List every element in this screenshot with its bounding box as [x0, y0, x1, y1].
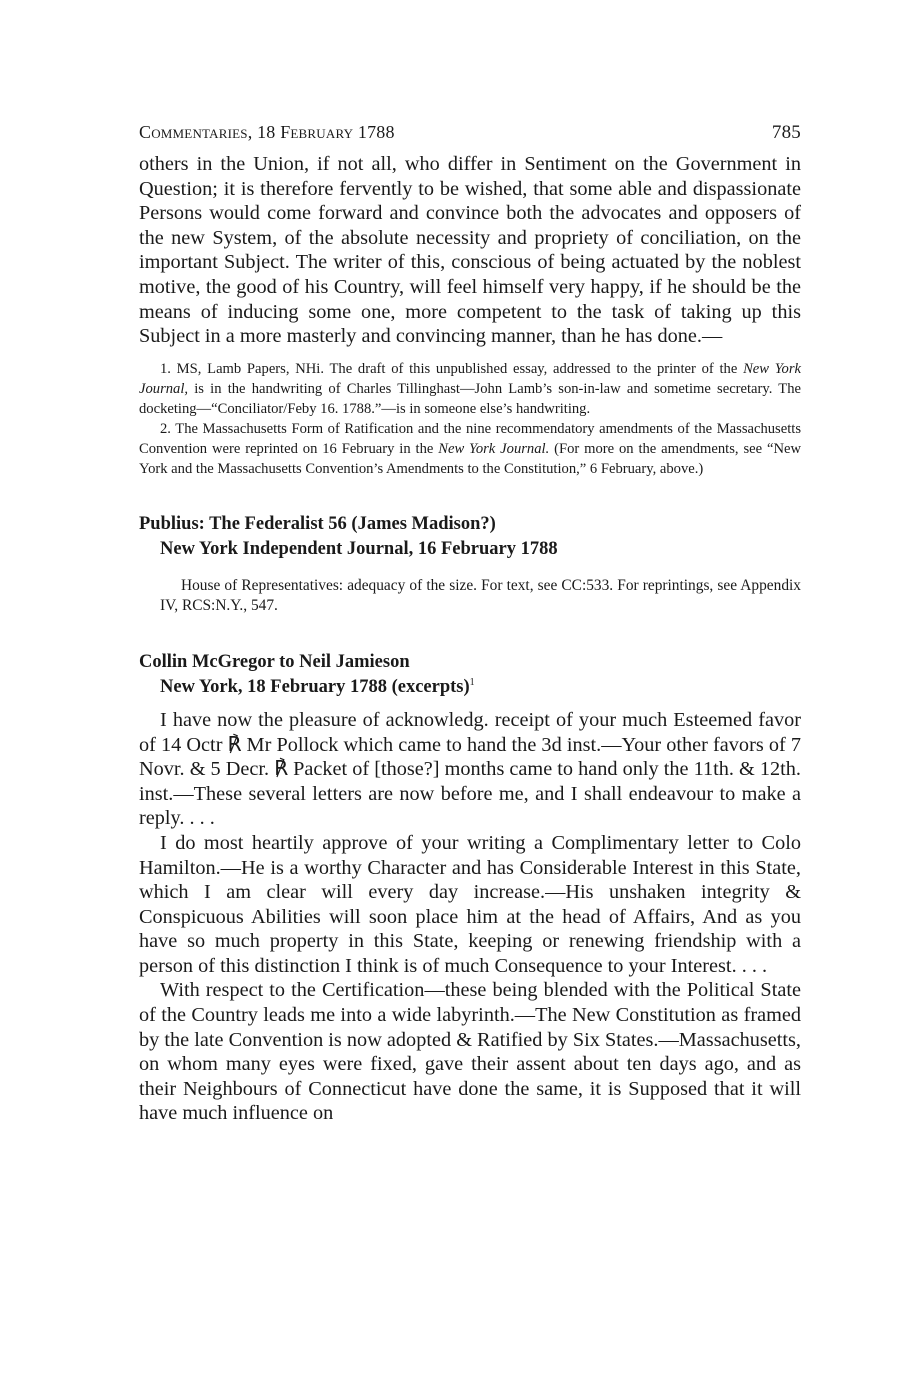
page-number: 785: [771, 122, 801, 143]
continued-text: [139, 152, 801, 349]
heading-line-1: Collin McGregor to Neil Jamieson: [139, 651, 410, 672]
heading-line-1: Publius: The Federalist 56 (James Madison?): [139, 513, 496, 534]
letter-paragraph: I do most heartily approve of your writing a Complimentary letter to Colo Hamilton.—He is a worthy Character and has Considerable Interest in this State, which I am clear will every day increase.—His unshaken integrity & Conspicuous Abilities will soon place him at the head of Affairs, And as you have so much property in this State, keeping or renewing friendship with a person of this distinction I think is of much Consequence to your Interest. . . .: [139, 831, 801, 977]
note-reference: 1: [469, 676, 475, 688]
footnote-2: 2. The Massachusetts Form of Ratification and the nine recommendatory amendments of the Massachusetts Convention were reprinted on 16 February in the New York Journal. (For more on the amendments, see “New York and the Massachusetts Convention’s Amendments to the Constitution,” 6 February, above.): [139, 420, 801, 477]
running-head: [139, 122, 801, 152]
footnote-2-italic: New York Journal.: [438, 440, 550, 457]
footnote-1: 1. MS, Lamb Papers, NHi. The draft of this unpublished essay, addressed to the printer of the New York Journal, is in the handwriting of Charles Tillinghast—John Lamb’s son-in-law and sometime secretary. The docketing—“Conciliator/Feby 16. 1788.”—is in someone else’s handwriting.: [139, 360, 801, 417]
section-heading-letter: [139, 650, 801, 700]
running-head-title: Commentaries, 18 February 1788: [139, 122, 395, 142]
headnote-text: House of Representatives: adequacy of the size. For text, see CC:533. For reprintings, see Appendix IV, RCS:N.Y., 547.: [160, 576, 801, 615]
footnotes: [139, 359, 801, 479]
section-heading-federalist: [139, 512, 801, 562]
continuation-paragraph: others in the Union, if not all, who differ in Sentiment on the Government in Question; it is therefore fervently to be wished, that some able and dispassionate Persons would come forward and convince both the advocates and opposers of the new System, of the absolute necessity and propriety of conciliation, on the important Subject. The writer of this, conscious of being actuated by the noblest motive, the good of his Country, will feel himself very happy, if he should be the means of inducing some one, more competent to the task of taking up this Subject in a more masterly and convincing manner, than he has done.—: [139, 153, 801, 348]
letter-body: [139, 708, 801, 1126]
letter-paragraph: I have now the pleasure of acknowledg. receipt of your much Esteemed favor of 14 Octr ℟ Mr Pollock which came to hand the 3d inst.—Your other favors of 7 Novr. & 5 Decr. ℟ Packet of [those?] months came to hand only the 11th. & 12th. inst.—These several letters are now before me, and I shall endeavour to make a reply. . . .: [139, 708, 801, 830]
heading-line-2: New York Independent Journal, 16 February 1788: [160, 538, 558, 559]
letter-paragraph: With respect to the Certification—these being blended with the Political State of the Country leads me into a wide labyrinth.—The New Constitution as framed by the late Convention is now adopted & Ratified by Six States.—Massachusetts, on whom many eyes were fixed, gave their assent about ten days ago, and as their Neighbours of Connecticut have done the same, it is Supposed that it will have much influence on: [139, 979, 801, 1125]
headnote: [139, 576, 801, 617]
document-page: [139, 122, 801, 1126]
heading-line-2: New York, 18 February 1788 (excerpts)$^1$: [160, 676, 475, 697]
footnote-1-italic: New York Journal,: [139, 360, 801, 397]
